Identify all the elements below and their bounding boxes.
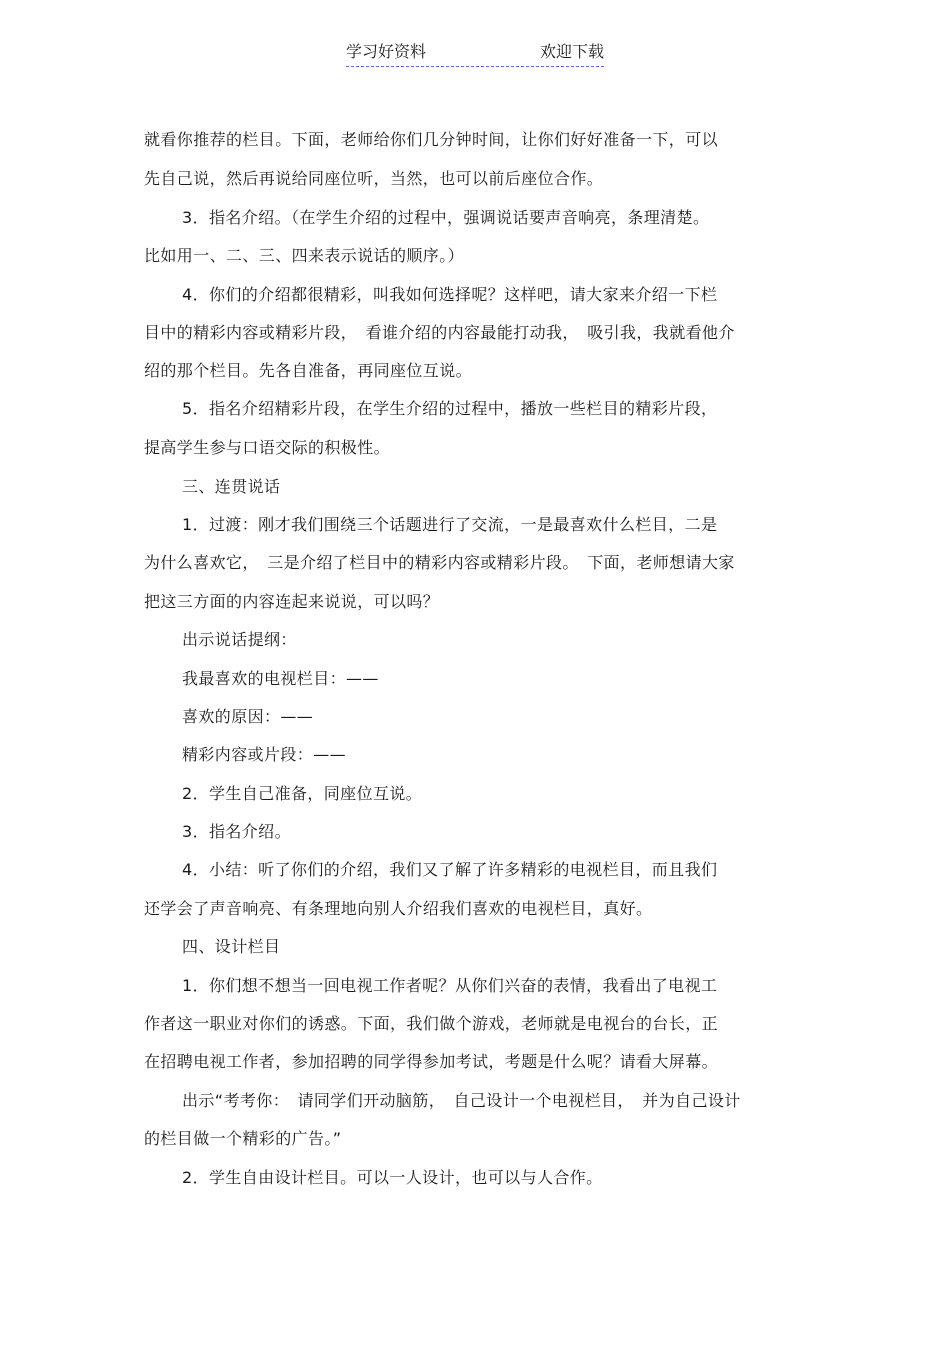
paragraph-line: 喜欢的原因：—— bbox=[182, 707, 314, 726]
paragraph-line: 1．过渡：刚才我们围绕三个话题进行了交流，一是最喜欢什么栏目，二是 bbox=[182, 515, 718, 534]
paragraph-line: 我最喜欢的电视栏目：—— bbox=[182, 669, 379, 688]
paragraph-line: 的栏目做一个精彩的广告。” bbox=[144, 1129, 342, 1148]
paragraph-line: 5．指名介绍精彩片段，在学生介绍的过程中，播放一些栏目的精彩片段， bbox=[182, 399, 718, 418]
header-right-text: 欢迎下载 bbox=[539, 42, 604, 61]
paragraph-line: 把这三方面的内容连起来说说，可以吗？ bbox=[144, 592, 440, 611]
paragraph-line: 绍的那个栏目。先各自准备，再同座位互说。 bbox=[144, 361, 473, 380]
paragraph-line: 2．学生自己准备，同座位互说。 bbox=[182, 784, 423, 803]
paragraph-line: 在招聘电视工作者，参加招聘的同学得参加考试，考题是什么呢？请看大屏幕。 bbox=[144, 1052, 719, 1071]
paragraph-line: 比如用一、二、三、四来表示说话的顺序。） bbox=[144, 246, 465, 265]
paragraph-line: 作者这一职业对你们的诱惑。下面，我们做个游戏，老师就是电视台的台长，正 bbox=[144, 1014, 719, 1033]
paragraph-line: 就看你推荐的栏目。下面，老师给你们几分钟时间，让你们好好准备一下，可以 bbox=[144, 130, 719, 149]
paragraph-line: 4．你们的介绍都很精彩，叫我如何选择呢？这样吧，请大家来介绍一下栏 bbox=[182, 285, 718, 304]
paragraph-line: 目中的精彩内容或精彩片段， 看谁介绍的内容最能打动我， 吸引我，我就看他介 bbox=[144, 323, 735, 342]
paragraph-line: 提高学生参与口语交际的积极性。 bbox=[144, 438, 391, 457]
paragraph-line: 3．指名介绍。（在学生介绍的过程中，强调说话要声音响亮，条理清楚。 bbox=[182, 208, 710, 227]
section-heading: 三、连贯说话 bbox=[182, 477, 281, 496]
paragraph-line: 为什么喜欢它， 三是介绍了栏目中的精彩内容或精彩片段。 下面，老师想请大家 bbox=[144, 553, 735, 572]
paragraph-line: 精彩内容或片段：—— bbox=[182, 745, 347, 764]
paragraph-line: 3．指名介绍。 bbox=[182, 822, 291, 841]
section-heading: 四、设计栏目 bbox=[182, 937, 281, 956]
paragraph-line: 2．学生自由设计栏目。可以一人设计，也可以与人合作。 bbox=[182, 1168, 603, 1187]
paragraph-line: 先自己说，然后再说给同座位听，当然，也可以前后座位合作。 bbox=[144, 169, 604, 188]
paragraph-line: 出示说话提纲： bbox=[182, 630, 297, 649]
paragraph-line: 出示“考考你： 请同学们开动脑筋， 自己设计一个电视栏目， 并为自己设计 bbox=[182, 1091, 741, 1110]
paragraph-line: 4．小结：听了你们的介绍，我们又了解了许多精彩的电视栏目，而且我们 bbox=[182, 860, 718, 879]
header-left-text: 学习好资料 bbox=[346, 42, 427, 61]
paragraph-line: 还学会了声音响亮、有条理地向别人介绍我们喜欢的电视栏目，真好。 bbox=[144, 899, 653, 918]
paragraph-line: 1．你们想不想当一回电视工作者呢？从你们兴奋的表情，我看出了电视工 bbox=[182, 976, 718, 995]
